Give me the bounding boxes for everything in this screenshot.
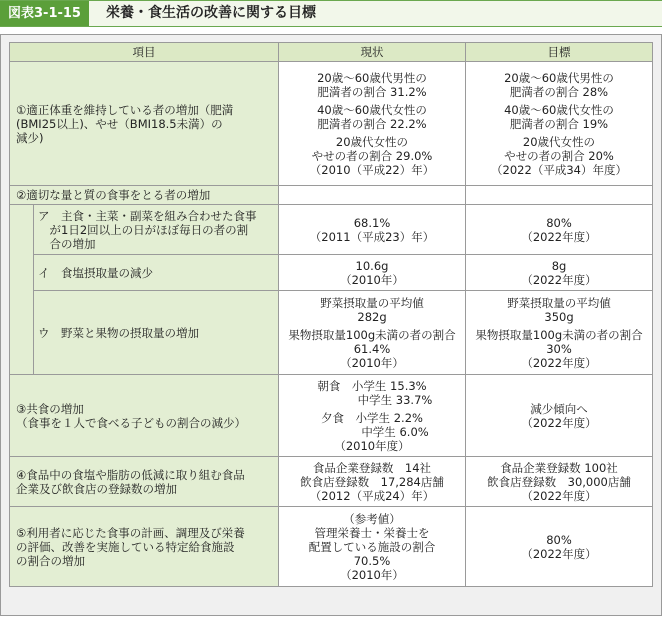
column-header-target: 目標	[466, 43, 653, 62]
row-item: ④食品中の食塩や脂肪の低減に取り組む食品 企業及び飲食店の登録数の増加	[10, 457, 279, 507]
column-header-current: 現状	[279, 43, 466, 62]
row-current: 68.1% （2011（平成23）年）	[279, 205, 466, 255]
row-target: 80% （2022年度）	[466, 507, 653, 587]
row-current: 20歳～60歳代男性の 肥満者の割合 31.2% 40歳～60歳代女性の 肥満者の割合 22.2% 20歳代女性の やせの者の割合 29.0% （2010（平成22）年）	[279, 62, 466, 186]
row-current: 食品企業登録数 14社 飲食店登録数 17,284店舗 （2012（平成24）年）	[279, 457, 466, 507]
row-current: 野菜摂取量の平均値 282g 果物摂取量100g未満の者の割合 61.4% （2010年）	[279, 291, 466, 375]
table-row	[10, 205, 653, 255]
column-header-item: 項目	[10, 43, 279, 62]
row-target: 食品企業登録数 100社 飲食店登録数 30,000店舗 （2022年度）	[466, 457, 653, 507]
figure-title: 栄養・食生活の改善に関する目標	[106, 5, 316, 21]
row-target-empty	[466, 186, 653, 205]
table-row	[10, 291, 653, 375]
row-target: 8g （2022年度）	[466, 255, 653, 291]
row-current: 10.6g （2010年）	[279, 255, 466, 291]
figure-label: 図表3-1-15	[0, 1, 89, 26]
table-row	[10, 62, 653, 186]
row-target: 80% （2022年度）	[466, 205, 653, 255]
table-frame	[0, 34, 662, 616]
row-item: ウ 野菜と果物の摂取量の増加	[34, 291, 279, 375]
row-item: イ 食塩摂取量の減少	[34, 255, 279, 291]
table-row	[10, 255, 653, 291]
indent-cell	[10, 205, 34, 375]
row-current: （参考値） 管理栄養士・栄養士を 配置している施設の割合 70.5% （2010年）	[279, 507, 466, 587]
row-target: 減少傾向へ （2022年度）	[466, 375, 653, 457]
row-target: 野菜摂取量の平均値 350g 果物摂取量100g未満の者の割合 30% （2022年度）	[466, 291, 653, 375]
table-row	[10, 507, 653, 587]
table-row	[10, 375, 653, 457]
table-header-row	[10, 43, 653, 62]
row-current: 朝食 小学生 15.3% 中学生 33.7% 夕食 小学生 2.2% 中学生 6.0% （2010年度）	[279, 375, 466, 457]
row-item: ①適正体重を維持している者の増加（肥満 (BMI25以上)、やせ（BMI18.5未満）の 減少)	[10, 62, 279, 186]
row-item: ③共食の増加 （食事を１人で食べる子どもの割合の減少）	[10, 375, 279, 457]
row-target: 20歳～60歳代男性の 肥満者の割合 28% 40歳～60歳代女性の 肥満者の割合 19% 20歳代女性の やせの者の割合 20% （2022（平成34）年度）	[466, 62, 653, 186]
table-row	[10, 186, 653, 205]
figure-header	[0, 0, 662, 27]
row-item: ⑤利用者に応じた食事の計画、調理及び栄養 の評価、改善を実施している特定給食施設 の割合の増加	[10, 507, 279, 587]
goals-table	[9, 42, 653, 587]
row-item: ア 主食・主菜・副菜を組み合わせた食事 が1日2回以上の日がほぼ毎日の者の割 合の増加	[34, 205, 279, 255]
table-row	[10, 457, 653, 507]
row-current-empty	[279, 186, 466, 205]
row-item: ②適切な量と質の食事をとる者の増加	[10, 186, 279, 205]
